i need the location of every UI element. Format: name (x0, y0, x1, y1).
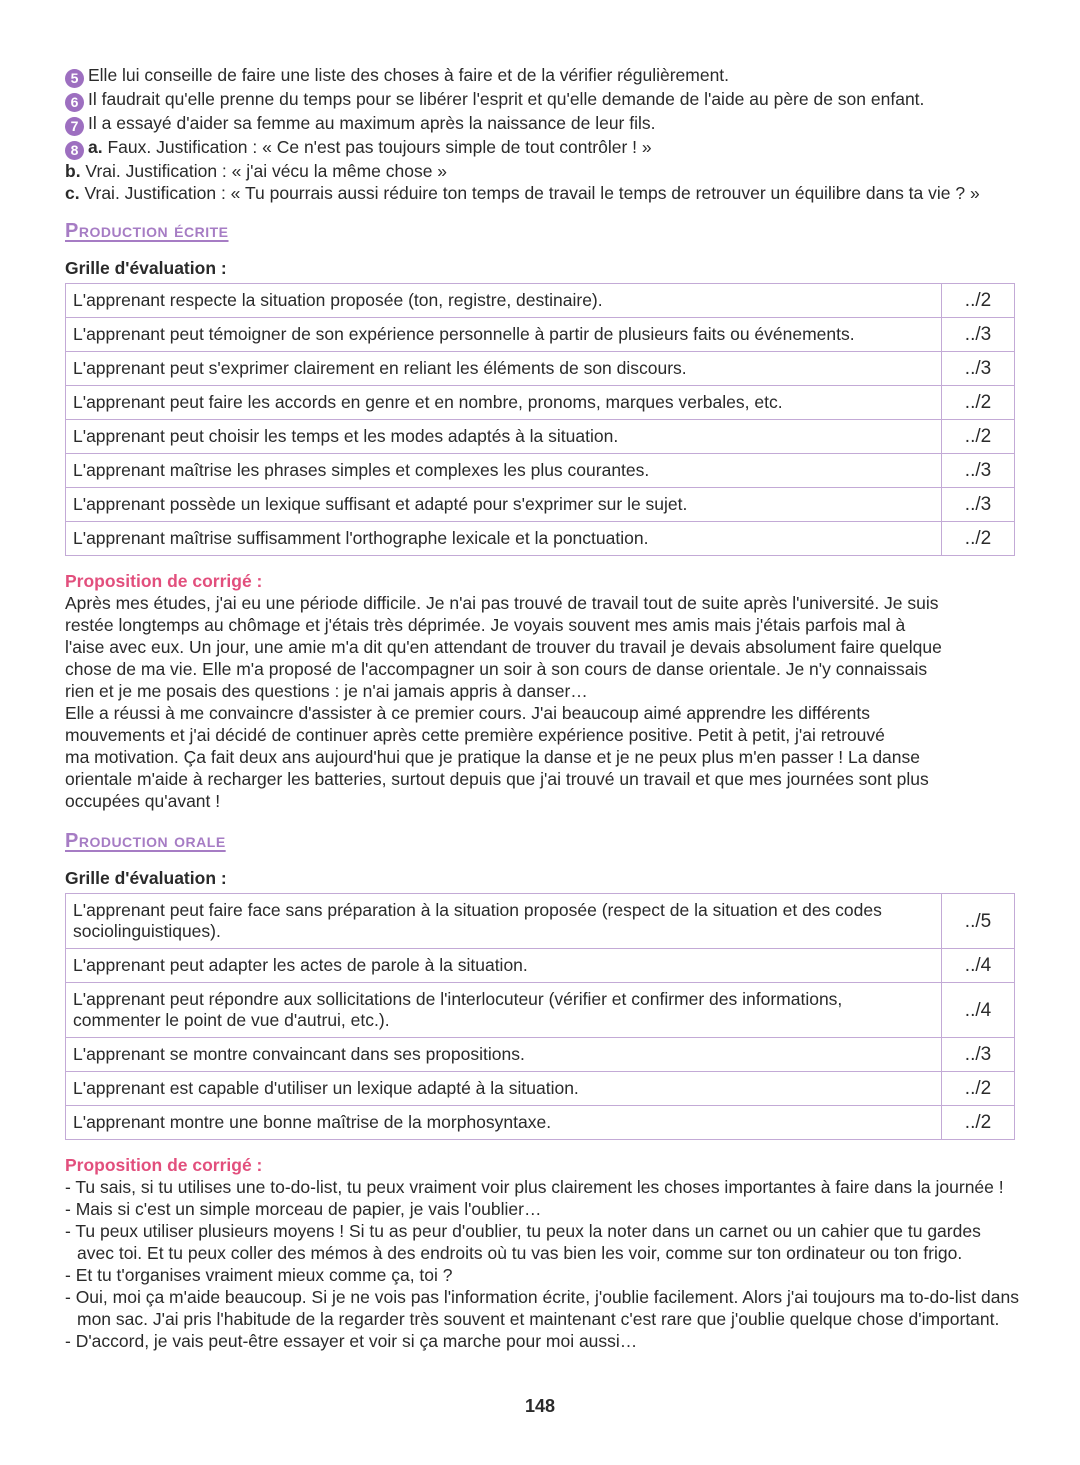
grid-row (66, 352, 1015, 386)
text-line: occupées qu'avant ! (65, 791, 221, 811)
grid-row (66, 522, 1015, 556)
proposition-title: Proposition de corrigé : (65, 1155, 263, 1175)
page-number: 148 (524, 1396, 556, 1416)
grid-title: Grille d'évaluation : (65, 258, 227, 278)
criterion: L'apprenant maîtrise les phrases simples et complexes les plus courantes. (66, 454, 942, 488)
answers-list (65, 64, 1020, 204)
criterion: L'apprenant peut répondre aux sollicitations de l'interlocuteur (vérifier et confirmer des informations, commenter le point de vue d'autrui, etc.). (66, 983, 942, 1038)
score: ../2 (942, 284, 1015, 318)
text-line: chose de ma vie. Elle m'a proposé de l'accompagner un soir à son cours de danse orientale. Je n'y connaissais (65, 659, 928, 679)
answer-line (65, 160, 1020, 182)
text-line: Elle a réussi à me convaincre d'assister à ce premier cours. J'ai beaucoup aimé apprendre les différents (65, 703, 870, 723)
evaluation-grid-ecrite (65, 283, 1015, 556)
score: ../3 (942, 1038, 1015, 1072)
score: ../4 (942, 983, 1015, 1038)
criterion: L'apprenant respecte la situation proposée (ton, registre, destinaire). (66, 284, 942, 318)
answer-label: b. (65, 161, 81, 181)
grid-row (66, 318, 1015, 352)
text-line: ma motivation. Ça fait deux ans aujourd'hui que je pratique la danse et je ne peux plus m'en passer ! La danse (65, 747, 920, 767)
text-line: l'aise avec eux. Un jour, une amie m'a dit qu'en attendant de trouver du travail je devais absolument faire quelque (65, 637, 942, 657)
answer-line (65, 182, 1020, 204)
criterion: L'apprenant peut faire face sans préparation à la situation proposée (respect de la situation et des codes sociolinguistiques). (66, 894, 942, 949)
criterion: L'apprenant se montre convaincant dans ses propositions. (66, 1038, 942, 1072)
answer-text: Il faudrait qu'elle prenne du temps pour se libérer l'esprit et qu'elle demande de l'aide au père de son enfant. (88, 89, 925, 109)
answer-label: a. (88, 137, 103, 157)
criterion: L'apprenant possède un lexique suffisant et adapté pour s'exprimer sur le sujet. (66, 488, 942, 522)
score: ../2 (942, 386, 1015, 420)
grid-row (66, 284, 1015, 318)
text-line: - Oui, moi ça m'aide beaucoup. Si je ne vois pas l'information écrite, j'oublie facilement. Alors j'ai toujours ma to-do-list dans mon sac. J'ai pris l'habitude de la regarder très souvent et maintenant c'est rare que j'oublie quelque chose d'important. (65, 1287, 1019, 1329)
text-line: - Tu peux utiliser plusieurs moyens ! Si tu as peur d'oublier, tu peux la noter dans un carnet ou un cahier que tu gardes avec toi. Et tu peux coller des mémos à des endroits où tu vas bien les voir, comme sur ton ordinateur ou ton frigo. (65, 1221, 981, 1263)
grid-row (66, 983, 1015, 1038)
evaluation-grid-orale (65, 893, 1015, 1140)
answer-text: Vrai. Justification : « Tu pourrais aussi réduire ton temps de travail le temps de retrouver un équilibre dans ta vie ? » (79, 183, 980, 203)
text-line: - Mais si c'est un simple morceau de papier, je vais l'oublier… (65, 1199, 542, 1219)
score: ../3 (942, 318, 1015, 352)
grid-row (66, 420, 1015, 454)
text-line: mouvements et j'ai décidé de continuer après cette première expérience positive. Petit à petit, j'ai retrouvé (65, 725, 885, 745)
answer-text: Faux. Justification : « Ce n'est pas toujours simple de tout contrôler ! » (102, 137, 652, 157)
grid-row (66, 1106, 1015, 1140)
answer-line (65, 112, 1020, 136)
answer-line (65, 136, 1020, 160)
proposition-dialogue (65, 1176, 1020, 1352)
grid-row (66, 488, 1015, 522)
criterion: L'apprenant peut s'exprimer clairement en reliant les éléments de son discours. (66, 352, 942, 386)
answer-text: Il a essayé d'aider sa femme au maximum après la naissance de leur fils. (88, 113, 656, 133)
grid-row (66, 894, 1015, 949)
answer-line (65, 88, 1020, 112)
text-line: rien et je me posais des questions : je n'ai jamais appris à danser… (65, 681, 588, 701)
text-line: - Tu sais, si tu utilises une to-do-list, tu peux vraiment voir plus clairement les choses importantes à faire dans la journée ! (65, 1177, 1004, 1197)
score: ../2 (942, 1106, 1015, 1140)
number-badge: 5 (65, 69, 84, 88)
section-title-production-ecrite: Production écrite (65, 220, 229, 242)
score: ../3 (942, 352, 1015, 386)
score: ../3 (942, 488, 1015, 522)
grid-row (66, 1072, 1015, 1106)
grid-title: Grille d'évaluation : (65, 868, 227, 888)
text-line: - Et tu t'organises vraiment mieux comme ça, toi ? (65, 1265, 453, 1285)
answer-line (65, 64, 1020, 88)
section-title-production-orale: Production orale (65, 830, 226, 852)
score: ../2 (942, 522, 1015, 556)
answer-text: Vrai. Justification : « j'ai vécu la même chose » (80, 161, 448, 181)
score: ../5 (942, 894, 1015, 949)
proposition-text (65, 592, 1020, 812)
answer-text: Elle lui conseille de faire une liste des choses à faire et de la vérifier régulièrement. (88, 65, 730, 85)
criterion: L'apprenant montre une bonne maîtrise de la morphosyntaxe. (66, 1106, 942, 1140)
answer-label: c. (65, 183, 80, 203)
grid-row (66, 386, 1015, 420)
text-line: restée longtemps au chômage et j'étais très déprimée. Je voyais souvent mes amis mais j'étais parfois mal à (65, 615, 906, 635)
proposition-title: Proposition de corrigé : (65, 571, 263, 591)
criterion: L'apprenant peut choisir les temps et les modes adaptés à la situation. (66, 420, 942, 454)
criterion: L'apprenant peut adapter les actes de parole à la situation. (66, 949, 942, 983)
number-badge: 6 (65, 93, 84, 112)
criterion: L'apprenant est capable d'utiliser un lexique adapté à la situation. (66, 1072, 942, 1106)
text-line: Après mes études, j'ai eu une période difficile. Je n'ai pas trouvé de travail tout de suite après l'université. Je suis (65, 593, 939, 613)
grid-row (66, 454, 1015, 488)
score: ../3 (942, 454, 1015, 488)
text-line: - D'accord, je vais peut-être essayer et voir si ça marche pour moi aussi… (65, 1331, 638, 1351)
score: ../2 (942, 1072, 1015, 1106)
number-badge: 8 (65, 141, 84, 160)
score: ../4 (942, 949, 1015, 983)
criterion: L'apprenant maîtrise suffisamment l'orthographe lexicale et la ponctuation. (66, 522, 942, 556)
score: ../2 (942, 420, 1015, 454)
criterion: L'apprenant peut faire les accords en genre et en nombre, pronoms, marques verbales, etc. (66, 386, 942, 420)
number-badge: 7 (65, 117, 84, 136)
grid-row (66, 1038, 1015, 1072)
criterion: L'apprenant peut témoigner de son expérience personnelle à partir de plusieurs faits ou événements. (66, 318, 942, 352)
text-line: orientale m'aide à recharger les batteries, surtout depuis que j'ai trouvé un travail et que mes journées sont plus (65, 769, 929, 789)
grid-row (66, 949, 1015, 983)
page-content (65, 64, 1020, 1352)
